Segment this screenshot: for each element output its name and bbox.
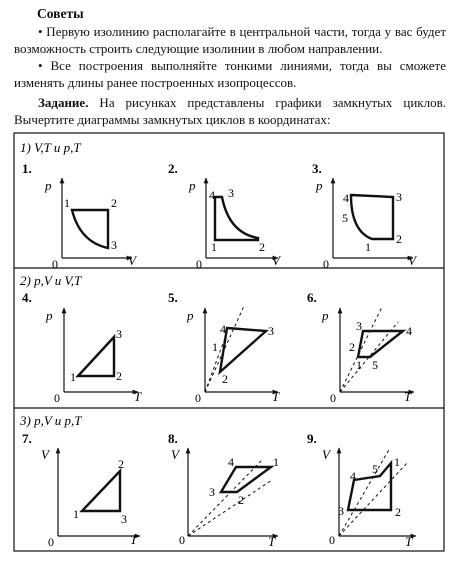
- point-label: 1: [212, 340, 218, 354]
- figure-number: 3.: [312, 161, 322, 176]
- point-label: 2: [259, 240, 265, 254]
- section-header-3: 3) p,V и p,T: [20, 413, 82, 428]
- origin-label: 0: [323, 257, 329, 271]
- point-label: 2: [118, 457, 124, 471]
- x-axis-label: V: [272, 253, 280, 268]
- cycle-path: [82, 471, 120, 511]
- point-label: 1: [70, 370, 76, 384]
- isoline-dashed: [339, 448, 390, 536]
- cycle-path: [358, 331, 403, 357]
- point-label: 2: [238, 493, 244, 507]
- figure-2: [168, 161, 282, 271]
- figure-number: 8.: [168, 431, 178, 446]
- cycle-path: [351, 195, 393, 239]
- point-label: 3: [396, 190, 402, 204]
- figure-1: [22, 161, 138, 271]
- point-label: 4: [209, 188, 215, 202]
- origin-label: 0: [195, 391, 201, 405]
- figure-number: 4.: [22, 290, 32, 305]
- cycle-path: [220, 328, 266, 372]
- tips-heading: Советы: [37, 6, 84, 21]
- y-axis-label: p: [187, 308, 194, 323]
- x-axis-label: T: [272, 389, 280, 404]
- origin-label: 0: [52, 257, 58, 271]
- origin-label: 0: [54, 391, 60, 405]
- figure-8: [168, 431, 279, 549]
- x-axis-label: T: [405, 534, 413, 549]
- figure-number: 6.: [307, 290, 317, 305]
- cycle-path: [215, 197, 258, 240]
- y-axis-label: p: [189, 178, 196, 193]
- origin-label: 0: [179, 533, 185, 547]
- section-header-1: 1) V,T и p,T: [20, 140, 81, 155]
- point-label: 2: [395, 505, 401, 519]
- point-label: 4: [406, 324, 412, 338]
- x-axis-label: T: [404, 389, 412, 404]
- figure-4: [22, 290, 142, 405]
- point-label: 3: [268, 324, 274, 338]
- figure-6: [307, 290, 414, 405]
- y-axis-label: V: [322, 447, 330, 462]
- x-axis-label: T: [130, 532, 138, 547]
- figure-number: 5.: [168, 290, 178, 305]
- cycle-path: [78, 337, 114, 376]
- task-label: Задание.: [38, 95, 89, 110]
- isoline-dashed: [188, 460, 262, 536]
- figure-3: [312, 161, 418, 271]
- point-label: 4: [350, 469, 356, 483]
- point-label: 3: [338, 504, 344, 518]
- point-label: 3: [111, 238, 117, 252]
- point-label: 1: [64, 196, 70, 210]
- cycle-path: [72, 210, 108, 248]
- point-label: 2: [222, 372, 228, 386]
- point-label: 3: [116, 327, 122, 341]
- figure-7: [22, 431, 140, 549]
- origin-label: 0: [329, 533, 335, 547]
- point-label: 1: [394, 455, 400, 469]
- x-axis-label: V: [408, 253, 416, 268]
- y-axis-label: p: [46, 308, 53, 323]
- y-axis-label: V: [171, 447, 179, 462]
- tip-2: • Все построения выполняйте тонкими линиями, тогда вы сможете изменять длины ранее построенных изопроцессов.: [14, 58, 446, 90]
- point-label: 5: [372, 462, 378, 476]
- point-label: 2: [396, 232, 402, 246]
- y-axis-label: p: [316, 178, 323, 193]
- x-axis-label: T: [268, 534, 276, 549]
- task-text: На рисунках представлены графики замкнутых циклов. Вычертите диаграммы замкнутых циклов в координатах:: [14, 95, 446, 127]
- origin-label: 0: [48, 535, 54, 549]
- origin-label: 0: [196, 257, 202, 271]
- cycle-path: [221, 467, 271, 492]
- point-label: 4: [220, 322, 226, 336]
- y-axis-label: p: [322, 308, 329, 323]
- point-label: 1: [273, 455, 279, 469]
- origin-label: 0: [330, 391, 336, 405]
- point-label: 2: [116, 369, 122, 383]
- point-label: 3: [209, 485, 215, 499]
- figure-9: [307, 431, 416, 549]
- point-label: 5: [342, 211, 348, 225]
- tip-1: • Первую изолинию располагайте в центральной части, тогда у вас будет возможность строить следующие изолинии в любом направлении.: [14, 24, 446, 56]
- point-label: 1: [73, 507, 79, 521]
- figure-number: 2.: [168, 161, 178, 176]
- point-label: 3: [356, 319, 362, 333]
- point-label: 1: [365, 240, 371, 254]
- point-label: 2: [111, 196, 117, 210]
- point-label: 3: [121, 512, 127, 526]
- y-axis-label: p: [45, 178, 52, 193]
- point-label: 1: [356, 358, 362, 372]
- figure-number: 1.: [22, 161, 32, 176]
- point-label: 4: [343, 191, 349, 205]
- figure-number: 9.: [307, 431, 317, 446]
- point-label: 4: [228, 455, 234, 469]
- figure-number: 7.: [22, 431, 32, 446]
- section-header-2: 2) p,V и V,T: [20, 273, 82, 288]
- figure-5: [168, 290, 280, 405]
- point-label: 2: [349, 340, 355, 354]
- point-label: 3: [228, 186, 234, 200]
- isoline-dashed: [188, 480, 272, 536]
- x-axis-label: T: [134, 389, 142, 404]
- point-label: 1: [211, 240, 217, 254]
- x-axis-label: V: [128, 253, 136, 268]
- point-label: 5: [372, 358, 378, 372]
- y-axis-label: V: [41, 447, 49, 462]
